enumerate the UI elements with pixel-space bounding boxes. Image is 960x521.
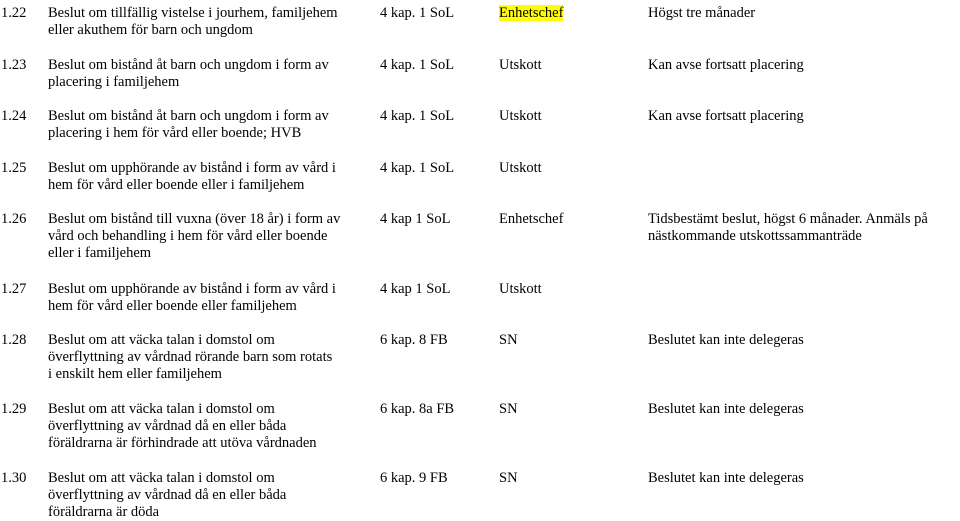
note-line: Beslutet kan inte delegeras [648,332,804,348]
row-decider [499,108,644,125]
decider-label: Enhetschef [499,5,564,21]
row-description [48,470,378,521]
row-decider [499,160,644,177]
row-decider [499,211,644,228]
row-number: 1.25 [1,160,27,176]
description-line: Beslut om bistånd åt barn och ungdom i form av [48,108,329,124]
row-number: 1.24 [1,108,27,124]
decider-label: SN [499,332,518,348]
row-note [648,211,960,245]
description-line: Beslut om bistånd åt barn och ungdom i form av [48,57,329,73]
decider-label: Utskott [499,108,542,124]
decider-label: SN [499,401,518,417]
description-line: överflyttning av vårdnad då en eller båda [48,418,287,434]
row-number: 1.26 [1,211,27,227]
row-decider [499,281,644,298]
description-line: överflyttning av vårdnad då en eller båda [48,487,287,503]
description-line: Beslut om bistånd till vuxna (över 18 år) i form av [48,211,341,227]
row-number: 1.28 [1,332,27,348]
row-law-reference: 4 kap. 1 SoL [380,57,455,73]
row-number: 1.22 [1,5,27,21]
note-line: Beslutet kan inte delegeras [648,470,804,486]
row-description [48,401,378,452]
row-description [48,5,378,39]
description-line: placering i hem för vård eller boende; HVB [48,125,302,141]
row-decider [499,57,644,74]
row-law-reference: 4 kap 1 SoL [380,281,451,297]
decider-label: Utskott [499,57,542,73]
decider-label: Enhetschef [499,211,564,227]
description-line: Beslut om att väcka talan i domstol om [48,470,275,486]
row-law-reference: 6 kap. 8a FB [380,401,455,417]
row-decider [499,332,644,349]
description-line: eller akuthem för barn och ungdom [48,22,253,38]
row-description [48,57,378,91]
row-decider [499,5,644,22]
note-line: Kan avse fortsatt placering [648,108,804,124]
row-law-reference: 4 kap. 1 SoL [380,160,455,176]
description-line: Beslut om upphörande av bistånd i form av vård i [48,281,336,297]
row-number: 1.30 [1,470,27,486]
row-law-reference: 4 kap 1 SoL [380,211,451,227]
description-line: hem för vård eller boende eller familjehem [48,298,297,314]
note-line: Beslutet kan inte delegeras [648,401,804,417]
description-line: Beslut om tillfällig vistelse i jourhem, familjehem [48,5,338,21]
description-line: Beslut om att väcka talan i domstol om [48,401,275,417]
row-note [648,57,960,74]
row-decider [499,470,644,487]
description-line: placering i familjehem [48,74,180,90]
note-line: Högst tre månader [648,5,756,21]
description-line: Beslut om att väcka talan i domstol om [48,332,275,348]
description-line: eller i familjehem [48,245,152,261]
row-note [648,332,960,349]
decider-label: SN [499,470,518,486]
row-description [48,332,378,383]
row-description [48,281,378,315]
note-line: Tidsbestämt beslut, högst 6 månader. Anmäls på [648,211,928,227]
decider-label: Utskott [499,160,542,176]
row-note [648,5,960,22]
row-note [648,470,960,487]
description-line: vård och behandling i hem för vård eller boende [48,228,328,244]
description-line: Beslut om upphörande av bistånd i form av vård i [48,160,336,176]
row-description [48,160,378,194]
row-description [48,108,378,142]
row-number: 1.27 [1,281,27,297]
row-law-reference: 6 kap. 8 FB [380,332,448,348]
decider-label: Utskott [499,281,542,297]
description-line: hem för vård eller boende eller i familjehem [48,177,305,193]
description-line: föräldrarna är förhindrade att utöva vårdnaden [48,435,317,451]
row-decider [499,401,644,418]
description-line: överflyttning av vårdnad rörande barn som rotats [48,349,333,365]
row-note [648,108,960,125]
row-law-reference: 4 kap. 1 SoL [380,108,455,124]
row-number: 1.23 [1,57,27,73]
description-line: i enskilt hem eller familjehem [48,366,222,382]
row-number: 1.29 [1,401,27,417]
row-law-reference: 4 kap. 1 SoL [380,5,455,21]
row-note [648,401,960,418]
note-line: nästkommande utskottssammanträde [648,228,862,244]
row-description [48,211,378,262]
description-line: föräldrarna är döda [48,504,160,520]
note-line: Kan avse fortsatt placering [648,57,804,73]
row-law-reference: 6 kap. 9 FB [380,470,448,486]
